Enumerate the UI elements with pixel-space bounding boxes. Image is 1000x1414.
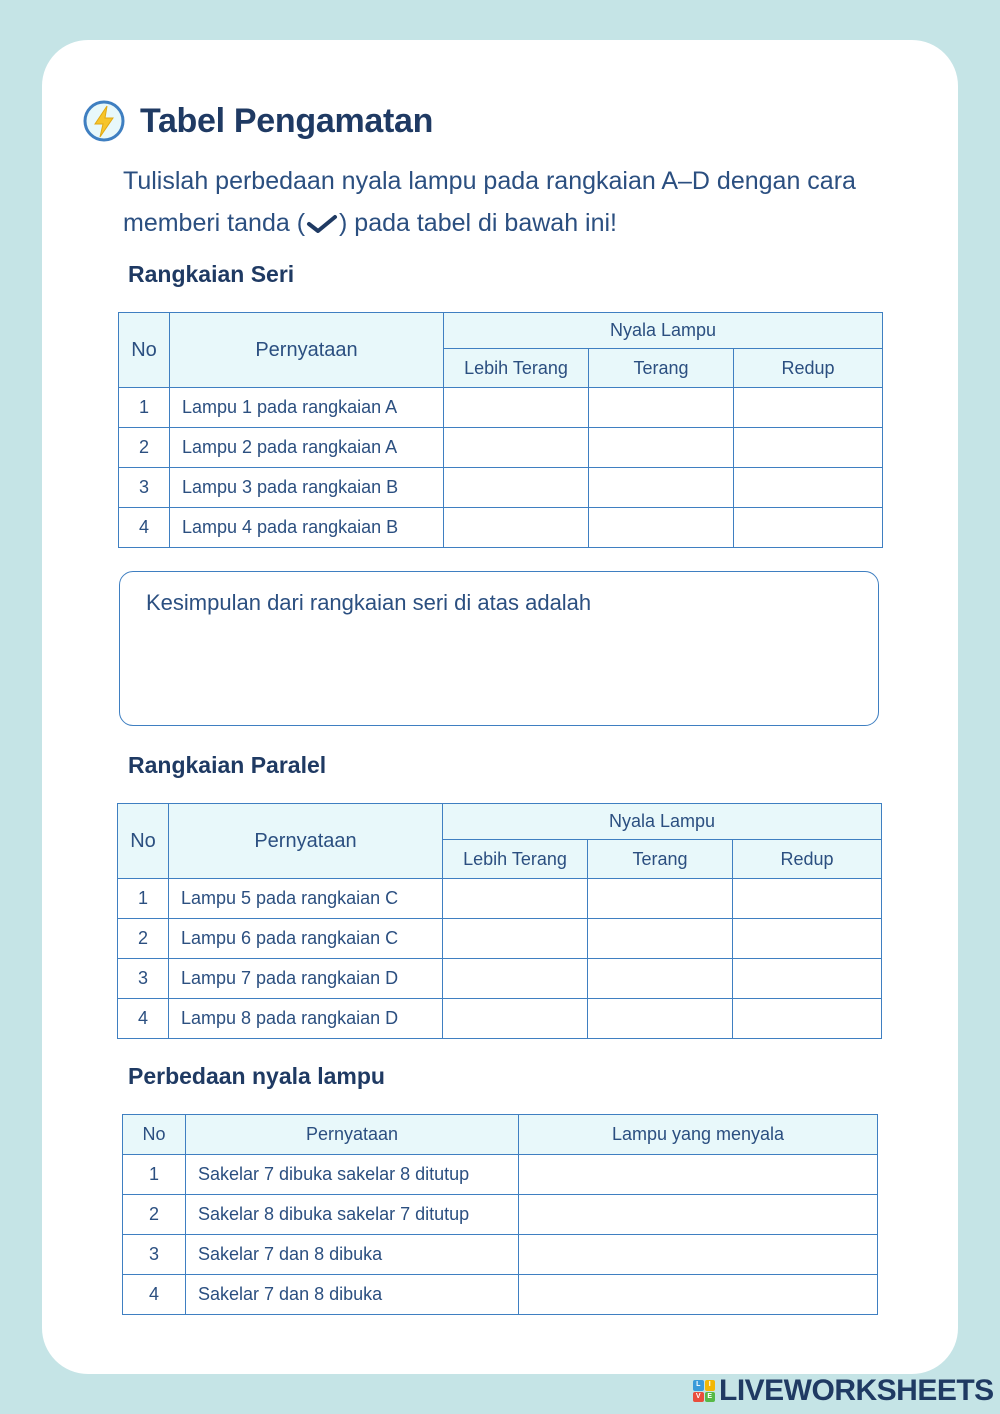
table-perbedaan: [122, 1114, 878, 1315]
table-paralel: [117, 803, 882, 1039]
instruction-part1: Tulislah perbedaan nyala lampu pada rangkaian A–D dengan cara memberi tanda (: [123, 167, 856, 237]
header-no: No: [118, 804, 169, 879]
lightning-bolt-icon: [82, 99, 126, 143]
page-title: Tabel Pengamatan: [140, 101, 434, 140]
checkbox-cell-redup[interactable]: [734, 388, 883, 428]
table-row: [118, 879, 882, 919]
liveworksheets-logo[interactable]: [693, 1374, 994, 1408]
header-lampu-menyala: Lampu yang menyala: [519, 1115, 878, 1155]
checkbox-cell-lebih-terang[interactable]: [443, 879, 588, 919]
row-number: 4: [118, 999, 169, 1039]
row-number: 2: [123, 1195, 186, 1235]
checkbox-cell-lebih-terang[interactable]: [443, 919, 588, 959]
table-seri: [118, 312, 883, 548]
brand-name: LIVEWORKSHEETS: [719, 1374, 994, 1407]
row-number: 3: [123, 1235, 186, 1275]
checkbox-cell-terang[interactable]: [589, 428, 734, 468]
table-row: [123, 1195, 878, 1235]
row-statement: Sakelar 7 dan 8 dibuka: [186, 1275, 519, 1315]
table-row: [123, 1155, 878, 1195]
title-row: [82, 98, 433, 144]
checkbox-cell-lebih-terang[interactable]: [444, 508, 589, 548]
checkbox-cell-lebih-terang[interactable]: [444, 388, 589, 428]
section-heading-seri: Rangkaian Seri: [128, 261, 295, 287]
checkbox-cell-redup[interactable]: [734, 468, 883, 508]
row-number: 2: [119, 428, 170, 468]
checkbox-cell-terang[interactable]: [588, 999, 733, 1039]
row-statement: Lampu 6 pada rangkaian C: [169, 919, 443, 959]
row-number: 1: [118, 879, 169, 919]
header-lebih-terang: Lebih Terang: [444, 349, 589, 388]
checkbox-cell-terang[interactable]: [588, 919, 733, 959]
row-statement: Sakelar 8 dibuka sakelar 7 ditutup: [186, 1195, 519, 1235]
row-number: 1: [119, 388, 170, 428]
checkbox-cell-redup[interactable]: [733, 879, 882, 919]
header-terang: Terang: [589, 349, 734, 388]
header-no: No: [119, 313, 170, 388]
section-heading-paralel: Rangkaian Paralel: [128, 752, 327, 778]
row-statement: Lampu 7 pada rangkaian D: [169, 959, 443, 999]
header-statement: Pernyataan: [186, 1115, 519, 1155]
checkbox-cell-lebih-terang[interactable]: [443, 959, 588, 999]
row-statement: Lampu 1 pada rangkaian A: [170, 388, 444, 428]
header-lebih-terang: Lebih Terang: [443, 840, 588, 879]
answer-cell[interactable]: [519, 1155, 878, 1195]
header-terang: Terang: [588, 840, 733, 879]
row-statement: Lampu 4 pada rangkaian B: [170, 508, 444, 548]
checkbox-cell-terang[interactable]: [589, 468, 734, 508]
checkbox-cell-redup[interactable]: [733, 999, 882, 1039]
header-redup: Redup: [734, 349, 883, 388]
section-heading-perbedaan: Perbedaan nyala lampu: [128, 1063, 385, 1089]
row-number: 4: [123, 1275, 186, 1315]
checkbox-cell-redup[interactable]: [734, 508, 883, 548]
table-row: [119, 428, 883, 468]
instruction-text: [123, 160, 913, 244]
row-number: 2: [118, 919, 169, 959]
row-number: 3: [119, 468, 170, 508]
table-row: [118, 919, 882, 959]
conclusion-box[interactable]: [119, 571, 879, 726]
answer-cell[interactable]: [519, 1235, 878, 1275]
checkbox-cell-terang[interactable]: [588, 879, 733, 919]
checkbox-cell-redup[interactable]: [734, 428, 883, 468]
checkbox-cell-terang[interactable]: [588, 959, 733, 999]
checkmark-icon: [305, 213, 339, 235]
row-statement: Lampu 3 pada rangkaian B: [170, 468, 444, 508]
header-no: No: [123, 1115, 186, 1155]
checkbox-cell-terang[interactable]: [589, 508, 734, 548]
checkbox-cell-lebih-terang[interactable]: [444, 428, 589, 468]
checkbox-cell-redup[interactable]: [733, 919, 882, 959]
table-row: [119, 508, 883, 548]
instruction-part2: ) pada tabel di bawah ini!: [339, 209, 617, 237]
header-statement: Pernyataan: [169, 804, 443, 879]
header-statement: Pernyataan: [170, 313, 444, 388]
row-statement: Lampu 8 pada rangkaian D: [169, 999, 443, 1039]
row-number: 3: [118, 959, 169, 999]
table-row: [118, 999, 882, 1039]
row-statement: Lampu 2 pada rangkaian A: [170, 428, 444, 468]
conclusion-prompt: Kesimpulan dari rangkaian seri di atas adalah: [146, 590, 592, 615]
row-statement: Sakelar 7 dan 8 dibuka: [186, 1235, 519, 1275]
row-statement: Sakelar 7 dibuka sakelar 8 ditutup: [186, 1155, 519, 1195]
row-number: 1: [123, 1155, 186, 1195]
liveworksheets-logo-icon: L I V E: [693, 1380, 715, 1402]
row-statement: Lampu 5 pada rangkaian C: [169, 879, 443, 919]
checkbox-cell-lebih-terang[interactable]: [443, 999, 588, 1039]
header-redup: Redup: [733, 840, 882, 879]
table-row: [119, 388, 883, 428]
table-row: [123, 1275, 878, 1315]
checkbox-cell-redup[interactable]: [733, 959, 882, 999]
checkbox-cell-lebih-terang[interactable]: [444, 468, 589, 508]
row-number: 4: [119, 508, 170, 548]
answer-cell[interactable]: [519, 1275, 878, 1315]
header-nyala-lampu: Nyala Lampu: [444, 313, 883, 349]
table-row: [119, 468, 883, 508]
answer-cell[interactable]: [519, 1195, 878, 1235]
checkbox-cell-terang[interactable]: [589, 388, 734, 428]
table-row: [123, 1235, 878, 1275]
table-row: [118, 959, 882, 999]
header-nyala-lampu: Nyala Lampu: [443, 804, 882, 840]
